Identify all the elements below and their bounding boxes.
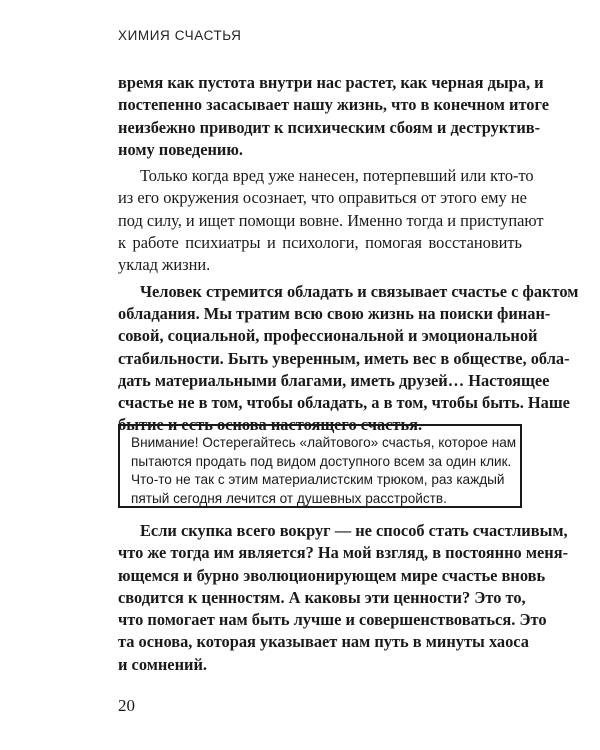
running-head: ХИМИЯ СЧАСТЬЯ bbox=[118, 28, 242, 43]
text-line: стабильности. Быть уверенным, иметь вес в обществе, обла- bbox=[118, 348, 570, 368]
page-number: 20 bbox=[118, 696, 135, 715]
paragraph-1 bbox=[118, 72, 549, 161]
callout-line: Что-то не так с этим материалистским трюком, раз каждый bbox=[131, 472, 505, 488]
text-line: ному поведению. bbox=[118, 139, 244, 159]
text-line: Человек стремится обладать и связывает счастье с фактом bbox=[140, 281, 579, 301]
text-line: Если скупка всего вокруг — не способ стать счастливым, bbox=[140, 521, 568, 540]
text-line: из его окружения осознает, что оправиться от этого ему не bbox=[118, 188, 527, 208]
text-line: к работе психиатры и психологи, помогая восстановить bbox=[118, 233, 522, 253]
text-line: время как пустота внутри нас растет, как черная дыра, и bbox=[118, 73, 544, 92]
text-line: Только когда вред уже нанесен, потерпевший или кто-то bbox=[140, 166, 534, 186]
paragraph-4 bbox=[118, 520, 569, 676]
text-line: что же тогда им является? На мой взгляд, в постоянно меня- bbox=[118, 543, 569, 563]
text-line: что помогает нам быть лучше и совершенствоваться. Это bbox=[118, 610, 547, 630]
callout-line: пытаются продать под видом доступного всем за один клик. bbox=[131, 453, 512, 469]
text-line: сводится к ценностям. А каковы эти ценности? Это то, bbox=[118, 587, 526, 607]
text-line: бытие и есть основа настоящего счастья. bbox=[118, 415, 423, 435]
text-line: обладания. Мы тратим всю свою жизнь на поиски финан- bbox=[118, 303, 551, 323]
callout-line: Внимание! Остерегайтесь «лайтового» счастья, которое нам bbox=[131, 435, 517, 450]
text-line: постепенно засасывает нашу жизнь, что в конечном итоге bbox=[118, 95, 549, 115]
warning-callout-box bbox=[118, 424, 522, 508]
paragraph-2 bbox=[118, 165, 544, 276]
body-text-top bbox=[118, 72, 579, 441]
text-line: совой, социальной, профессиональной и эмоциональной bbox=[118, 326, 538, 346]
callout-line: пятый сегодня лечится от душевных расстройств. bbox=[131, 490, 447, 506]
text-line: уклад жизни. bbox=[118, 255, 211, 275]
paragraph-3 bbox=[118, 281, 579, 437]
text-line: счастье не в том, чтобы обладать, а в том, чтобы быть. Наше bbox=[118, 393, 570, 413]
text-line: под силу, и ищет помощи вовне. Именно тогда и приступают bbox=[118, 210, 544, 230]
text-line: дать материальными благами, иметь друзей… Настоящее bbox=[118, 370, 550, 390]
text-line: ющемся и бурно эволюционирующем мире счастье вновь bbox=[118, 565, 546, 585]
text-line: та основа, которая указывает нам путь в минуты хаоса bbox=[118, 632, 529, 652]
text-line: неизбежно приводит к психическим сбоям и деструктив- bbox=[118, 117, 541, 137]
body-text-bottom bbox=[118, 520, 569, 680]
text-line: и сомнений. bbox=[118, 654, 208, 674]
